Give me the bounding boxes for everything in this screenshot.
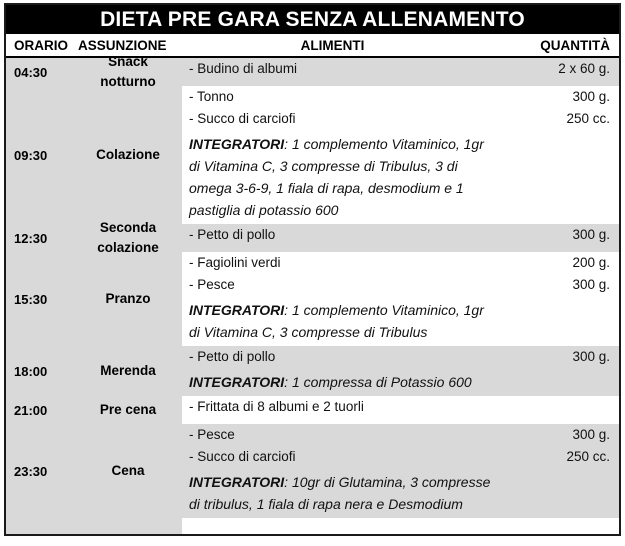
meal-row (182, 396, 619, 424)
meal-name (78, 361, 182, 381)
food-quantity: 300 g. (572, 89, 610, 104)
supplements-note (182, 371, 619, 393)
meal-name (78, 400, 182, 420)
meal-name-line: Cena (111, 463, 145, 479)
supplements-note (182, 299, 619, 343)
food-line (182, 349, 619, 371)
food-line (182, 227, 619, 249)
supplements-text: di tribulus, 1 fiala di rapa nera e Desmodium (189, 496, 463, 512)
meal-time: 15:30 (14, 291, 48, 307)
meal-row (182, 252, 619, 346)
supplements-separator: : (284, 374, 292, 390)
meal-row (182, 424, 619, 518)
supplements-text: 1 compressa di Potassio 600 (291, 374, 472, 390)
food-name: - Fagiolini verdi (189, 255, 281, 270)
food-quantity: 300 g. (572, 427, 610, 442)
food-line (182, 255, 619, 277)
supplements-separator: : (284, 474, 292, 490)
meal-time: 12:30 (14, 230, 48, 246)
meal-label-0930 (6, 86, 182, 224)
supplements-label: INTEGRATORI (189, 136, 285, 152)
meal-row (182, 86, 619, 224)
meal-row (182, 224, 619, 252)
meal-row (182, 346, 619, 396)
food-line (182, 427, 619, 449)
meal-label-1230 (6, 220, 182, 255)
meal-name-line: Snack (108, 54, 148, 70)
food-line (182, 449, 619, 471)
food-quantity: 250 cc. (566, 111, 610, 126)
meal-time: 18:00 (14, 363, 48, 379)
supplements-label: INTEGRATORI (189, 374, 285, 390)
food-line (182, 277, 619, 299)
meal-name-line: Seconda (99, 220, 157, 236)
column-header-assunzione: ASSUNZIONE (78, 37, 167, 53)
food-name: - Succo di carciofi (189, 111, 296, 126)
supplements-label: INTEGRATORI (189, 302, 285, 318)
meal-time: 09:30 (14, 147, 48, 163)
food-name: - Petto di pollo (189, 349, 276, 364)
meal-label-2100 (6, 396, 182, 424)
supplements-separator: : (284, 302, 292, 318)
page-title: DIETA PRE GARA SENZA ALLENAMENTO (100, 7, 525, 31)
meal-schedule-column (6, 54, 182, 534)
meal-name-line: colazione (97, 240, 159, 255)
food-name: - Petto di pollo (189, 227, 276, 242)
food-line (182, 111, 619, 133)
supplements-text: di Vitamina C, 3 compresse di Tribulus (189, 324, 428, 340)
supplements-note (182, 133, 619, 221)
column-header-alimenti: ALIMENTI (300, 37, 365, 53)
food-name: - Succo di carciofi (189, 449, 296, 464)
meal-name (78, 145, 182, 165)
supplements-text: di Vitamina C, 3 compresse di Tribulus, 3 di (189, 158, 458, 174)
supplements-text: omega 3-6-9, 1 fiala di rapa, desmodium e 1 (189, 180, 464, 196)
meal-time: 21:00 (14, 402, 48, 418)
meal-name-line: notturno (100, 74, 156, 89)
supplements-text: 1 complemento Vitaminico, 1gr (291, 136, 484, 152)
column-header-quantita: QUANTITÀ (540, 37, 610, 53)
food-quantity: 2 x 60 g. (558, 61, 610, 76)
diet-table (4, 3, 621, 536)
meal-name (78, 289, 182, 309)
food-line (182, 399, 619, 421)
food-name: - Tonno (189, 89, 234, 104)
meal-label-1530 (6, 252, 182, 346)
table-title-bar (6, 5, 619, 34)
supplements-text: pastiglia di potassio 600 (189, 202, 339, 218)
meal-name-line: Pranzo (105, 291, 151, 307)
meal-contents-column (182, 58, 619, 534)
meal-name (78, 461, 182, 481)
table-body (6, 54, 619, 534)
supplements-text: 1 complemento Vitaminico, 1gr (291, 302, 484, 318)
meal-name-line: Colazione (96, 147, 160, 163)
supplements-text: 10gr di Glutamina, 3 compresse (291, 474, 491, 490)
meal-row (182, 58, 619, 86)
supplements-separator: : (284, 136, 292, 152)
food-name: - Pesce (189, 277, 235, 292)
food-line (182, 89, 619, 111)
food-name: - Frittata di 8 albumi e 2 tuorli (189, 399, 364, 414)
food-line (182, 61, 619, 83)
meal-label-2330 (6, 424, 182, 518)
meal-label-1800 (6, 346, 182, 396)
food-quantity: 250 cc. (566, 449, 610, 464)
meal-label-0430 (6, 54, 182, 89)
food-quantity: 300 g. (572, 349, 610, 364)
meal-time: 23:30 (14, 463, 48, 479)
food-quantity: 300 g. (572, 277, 610, 292)
supplements-label: INTEGRATORI (189, 474, 285, 490)
food-name: - Pesce (189, 427, 235, 442)
food-quantity: 300 g. (572, 227, 610, 242)
meal-time: 04:30 (14, 64, 48, 80)
food-quantity: 200 g. (572, 255, 610, 270)
meal-name-line: Merenda (100, 363, 156, 379)
food-name: - Budino di albumi (189, 61, 298, 76)
meal-name-line: Pre cena (99, 402, 157, 418)
column-header-orario: ORARIO (14, 37, 68, 53)
supplements-note (182, 471, 619, 515)
